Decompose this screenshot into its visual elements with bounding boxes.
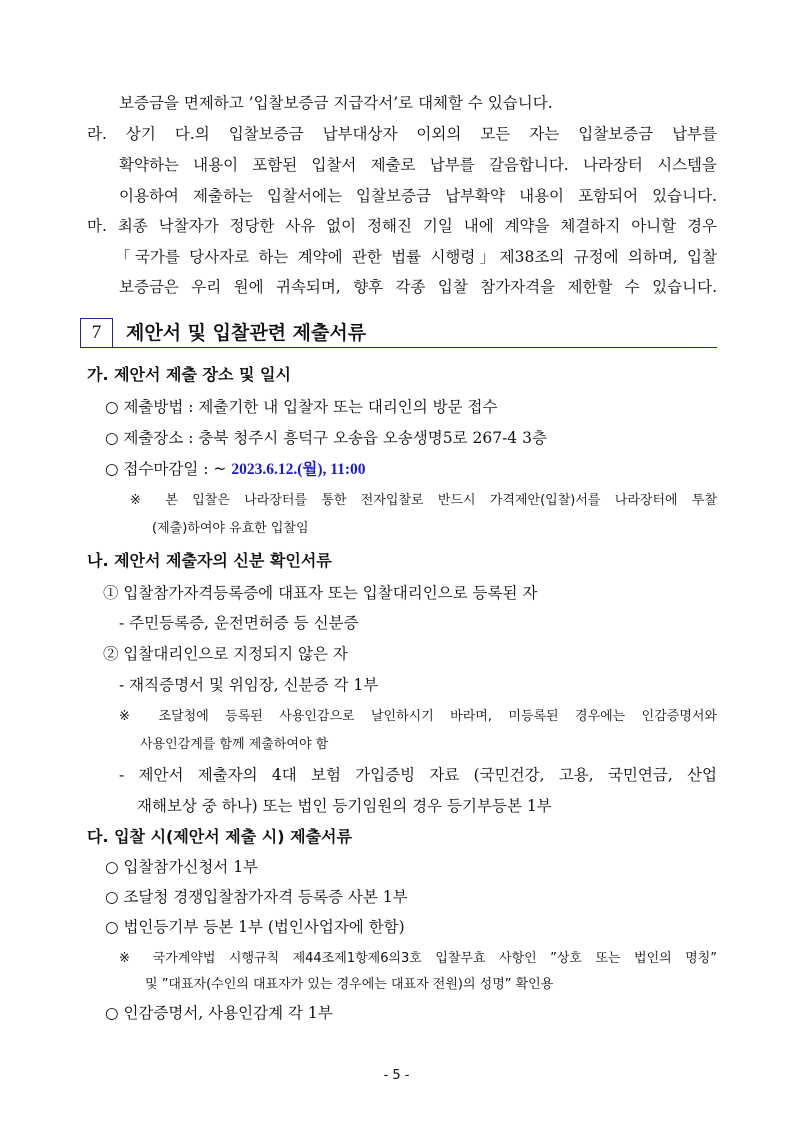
- da-item4: ○ 인감증명서, 사용인감계 각 1부: [105, 1004, 333, 1022]
- ga-note-line2: (제출)하여야 유효한 입찰임: [152, 521, 309, 536]
- na-note-line2: 사용인감계를 함께 제출하여야 함: [140, 737, 329, 752]
- heading-da: 다. 입찰 시(제안서 제출 시) 제출서류: [87, 827, 352, 846]
- ga-deadline-label: ○ 접수마감일 : ~: [105, 460, 232, 478]
- ga-deadline-value: 2023.6.12.(월), 11:00: [231, 461, 366, 478]
- da-note-line2: 및 ”대표자(수인의 대표자가 있는 경우에는 대표자 전원)의 성명” 확인용: [145, 977, 554, 992]
- na-item2: ② 입찰대리인으로 지정되지 않은 자: [103, 645, 348, 663]
- item-ma-line2: 「국가를 당사자로 하는 계약에 관한 법률 시행령」제38조의 규정에 의하며, 입찰: [115, 248, 717, 266]
- da-note-line1: ※ 국가계약법 시행규칙 제44조제1항제6의3호 입찰무효 사항인 ”상호 또는 법인의 명칭”: [119, 951, 717, 966]
- ga-method: ○ 제출방법 : 제출기한 내 입찰자 또는 대리인의 방문 접수: [105, 398, 498, 416]
- da-item1: ○ 입찰참가신청서 1부: [105, 858, 259, 876]
- ga-note-line1: ※ 본 입찰은 나라장터를 통한 전자입찰로 반드시 가격제안(입찰)서를 나라장터에 투찰: [130, 493, 717, 508]
- section-rule: [80, 347, 717, 348]
- na-insurance-line1: - 제안서 제출자의 4대 보험 가입증빙 자료 (국민건강, 고용, 국민연금, 산업: [119, 766, 717, 784]
- na-item2-sub: - 재직증명서 및 위임장, 신분증 각 1부: [119, 676, 379, 694]
- ga-place: ○ 제출장소 : 충북 청주시 흥덕구 오송읍 오송생명5로 267-4 3층: [105, 429, 547, 447]
- page-number: - 5 -: [383, 1068, 410, 1083]
- da-item3: ○ 법인등기부 등본 1부 (법인사업자에 한함): [105, 918, 405, 936]
- na-note-line1: ※ 조달청에 등록된 사용인감으로 날인하시기 바라며, 미등록된 경우에는 인감증명서와: [119, 709, 717, 724]
- intro-line: 보증금을 면제하고 ’입찰보증금 지급각서’로 대체할 수 있습니다.: [119, 94, 553, 112]
- item-ma-line3: 보증금은 우리 원에 귀속되며, 향후 각종 입찰 참가자격을 제한할 수 있습니다.: [119, 278, 717, 296]
- heading-na: 나. 제안서 제출자의 신분 확인서류: [87, 551, 332, 570]
- da-item2: ○ 조달청 경쟁입찰참가자격 등록증 사본 1부: [105, 888, 408, 906]
- item-ra-line3: 이용하여 제출하는 입찰서에는 입찰보증금 납부확약 내용이 포함되어 있습니다.: [119, 187, 717, 205]
- section-title: 제안서 및 입찰관련 제출서류: [126, 322, 367, 344]
- item-ra-line1: 라. 상기 다.의 입찰보증금 납부대상자 이외의 모든 자는 입찰보증금 납부를: [87, 125, 717, 143]
- ga-deadline: [105, 459, 366, 480]
- section-number-box: 7: [80, 318, 113, 348]
- item-ma-line1: 마. 최종 낙찰자가 정당한 사유 없이 정해진 기일 내에 계약을 체결하지 아니할 경우: [87, 217, 717, 235]
- heading-ga: 가. 제안서 제출 장소 및 일시: [87, 365, 291, 384]
- item-ra-line2: 확약하는 내용이 포함된 입찰서 제출로 납부를 갈음합니다. 나라장터 시스템을: [119, 156, 717, 174]
- na-item1: ① 입찰참가자격등록증에 대표자 또는 입찰대리인으로 등록된 자: [103, 584, 538, 602]
- na-insurance-line2: 재해보상 중 하나) 또는 법인 등기임원의 경우 등기부등본 1부: [137, 797, 552, 815]
- na-item1-sub: - 주민등록증, 운전면허증 등 신분증: [119, 614, 359, 632]
